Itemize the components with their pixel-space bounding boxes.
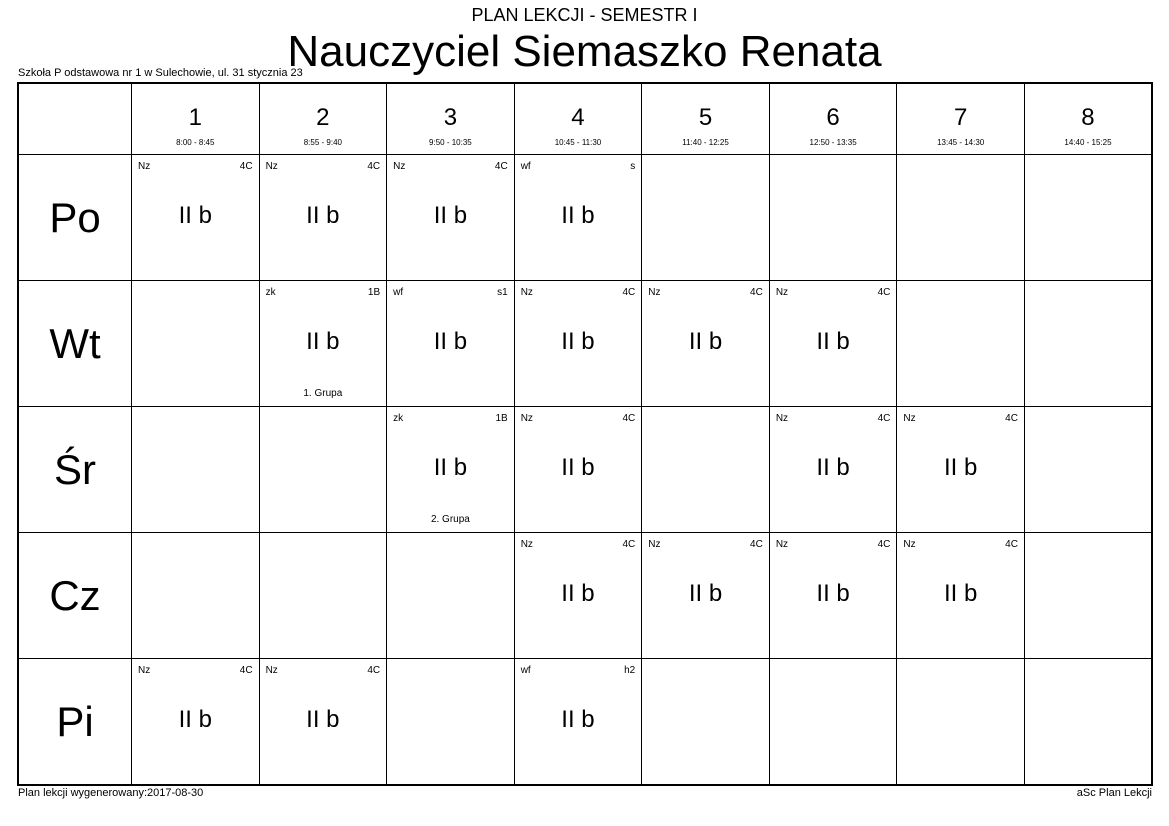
lesson-class: II b xyxy=(561,580,595,607)
day-row xyxy=(18,155,1152,281)
lesson-cell xyxy=(387,281,515,407)
lesson-cell xyxy=(514,659,642,786)
lesson-room: 4C xyxy=(622,287,636,298)
lesson-cell xyxy=(642,281,770,407)
lesson-cell xyxy=(514,155,642,281)
empty-cell xyxy=(897,659,1025,786)
empty-cell xyxy=(642,659,770,786)
lesson-class: II b xyxy=(306,202,340,229)
period-header-2 xyxy=(259,83,387,155)
day-label: Cz xyxy=(18,533,132,659)
software-brand: aSc Plan Lekcji xyxy=(1076,787,1152,799)
lesson-class: II b xyxy=(433,454,468,481)
lesson-cell xyxy=(897,407,1025,533)
day-row xyxy=(18,659,1152,786)
lesson-subject: wf xyxy=(520,665,531,676)
period-time: 13:45 - 14:30 xyxy=(937,138,985,147)
lesson-cell xyxy=(642,533,770,659)
lesson-class: II b xyxy=(178,202,212,229)
lesson-cell xyxy=(259,155,387,281)
document-title: Nauczyciel Siemaszko Renata xyxy=(287,27,882,76)
lesson-room: 4C xyxy=(622,539,636,550)
empty-cell xyxy=(769,659,897,786)
empty-cell xyxy=(132,281,260,407)
lesson-subject: Nz xyxy=(520,287,533,298)
lesson-subject: Nz xyxy=(775,539,789,550)
empty-cell xyxy=(1024,659,1152,786)
lesson-cell xyxy=(387,407,515,533)
period-time: 8:55 - 9:40 xyxy=(303,138,342,147)
generated-date: Plan lekcji wygenerowany:2017-08-30 xyxy=(18,787,204,799)
lesson-class: II b xyxy=(561,202,595,229)
lesson-room: 1B xyxy=(367,287,381,298)
lesson-room: 4C xyxy=(239,161,253,172)
lesson-class: II b xyxy=(688,580,723,607)
period-time: 10:45 - 11:30 xyxy=(554,138,602,147)
lesson-group: 2. Grupa xyxy=(430,514,470,525)
corner-cell xyxy=(18,83,132,155)
period-header-8 xyxy=(1024,83,1152,155)
period-header-row xyxy=(18,83,1152,155)
lesson-subject: Nz xyxy=(393,161,406,172)
lesson-subject: Nz xyxy=(138,665,151,676)
period-number: 1 xyxy=(188,104,202,131)
empty-cell xyxy=(642,407,770,533)
lesson-class: II b xyxy=(561,328,595,355)
period-time: 8:00 - 8:45 xyxy=(176,138,215,147)
lesson-class: II b xyxy=(943,454,978,481)
period-header-1 xyxy=(132,83,260,155)
lesson-subject: Nz xyxy=(648,287,661,298)
day-label: Wt xyxy=(18,281,132,407)
empty-cell xyxy=(387,533,515,659)
lesson-class: II b xyxy=(816,328,850,355)
lesson-room: 4C xyxy=(1005,539,1018,550)
lesson-subject: Nz xyxy=(648,539,661,550)
lesson-room: 4C xyxy=(367,161,381,172)
school-name: Szkoła P odstawowa nr 1 w Sulechowie, ul. 31 stycznia 23 xyxy=(18,67,303,79)
lesson-room: 4C xyxy=(750,287,763,298)
empty-cell xyxy=(642,155,770,281)
lesson-cell xyxy=(769,281,897,407)
period-time: 12:50 - 13:35 xyxy=(809,138,857,147)
period-header-4 xyxy=(514,83,642,155)
lesson-class: II b xyxy=(816,454,850,481)
lesson-subject: Nz xyxy=(903,539,916,550)
lesson-room: 4C xyxy=(877,287,891,298)
period-time: 9:50 - 10:35 xyxy=(429,138,472,147)
lesson-class: II b xyxy=(561,706,595,733)
empty-cell xyxy=(897,155,1025,281)
lesson-subject: Nz xyxy=(520,413,533,424)
period-number: 2 xyxy=(316,104,330,131)
lesson-class: II b xyxy=(688,328,723,355)
period-number: 7 xyxy=(953,104,968,131)
lesson-subject: zk xyxy=(393,413,404,424)
document-supertitle: PLAN LEKCJI - SEMESTR I xyxy=(471,5,698,25)
lesson-subject: wf xyxy=(520,161,531,172)
lesson-room: 4C xyxy=(622,413,636,424)
lesson-room: s1 xyxy=(497,287,508,298)
lesson-room: h2 xyxy=(624,665,636,676)
empty-cell xyxy=(387,659,515,786)
day-row xyxy=(18,281,1152,407)
empty-cell xyxy=(1024,407,1152,533)
period-header-7 xyxy=(897,83,1025,155)
day-label: Po xyxy=(18,155,132,281)
lesson-class: II b xyxy=(816,580,850,607)
lesson-subject: Nz xyxy=(138,161,151,172)
lesson-cell xyxy=(259,659,387,786)
lesson-class: II b xyxy=(433,328,468,355)
period-number: 3 xyxy=(443,104,458,131)
period-header-3 xyxy=(387,83,515,155)
lesson-class: II b xyxy=(943,580,978,607)
lesson-subject: wf xyxy=(393,287,404,298)
lesson-subject: Nz xyxy=(775,287,789,298)
empty-cell xyxy=(132,533,260,659)
lesson-subject: Nz xyxy=(775,413,789,424)
lesson-room: 4C xyxy=(877,413,891,424)
lesson-cell xyxy=(259,281,387,407)
day-label: Pi xyxy=(18,659,132,786)
lesson-cell xyxy=(769,407,897,533)
lesson-subject: Nz xyxy=(520,539,533,550)
period-number: 6 xyxy=(826,104,840,131)
lesson-room: 4C xyxy=(877,539,891,550)
day-row xyxy=(18,533,1152,659)
period-time: 14:40 - 15:25 xyxy=(1064,138,1112,147)
lesson-room: 1B xyxy=(495,413,508,424)
empty-cell xyxy=(1024,155,1152,281)
empty-cell xyxy=(1024,281,1152,407)
lesson-room: 4C xyxy=(239,665,253,676)
period-number: 4 xyxy=(571,104,585,131)
empty-cell xyxy=(897,281,1025,407)
lesson-subject: Nz xyxy=(903,413,916,424)
empty-cell xyxy=(259,533,387,659)
lesson-cell xyxy=(132,659,260,786)
lesson-subject: Nz xyxy=(265,161,278,172)
lesson-room: 4C xyxy=(1005,413,1018,424)
lesson-class: II b xyxy=(306,706,340,733)
lesson-room: 4C xyxy=(750,539,763,550)
timetable-grid xyxy=(17,82,1153,786)
lesson-cell xyxy=(514,281,642,407)
day-label: Śr xyxy=(18,407,132,533)
lesson-cell xyxy=(387,155,515,281)
empty-cell xyxy=(132,407,260,533)
lesson-subject: zk xyxy=(265,287,276,298)
lesson-room: 4C xyxy=(367,665,381,676)
empty-cell xyxy=(259,407,387,533)
lesson-cell xyxy=(132,155,260,281)
lesson-class: II b xyxy=(561,454,595,481)
empty-cell xyxy=(1024,533,1152,659)
day-row xyxy=(18,407,1152,533)
lesson-cell xyxy=(514,533,642,659)
lesson-cell xyxy=(897,533,1025,659)
lesson-room: s xyxy=(630,161,636,172)
empty-cell xyxy=(769,155,897,281)
lesson-cell xyxy=(514,407,642,533)
lesson-subject: Nz xyxy=(265,665,278,676)
period-header-5 xyxy=(642,83,770,155)
period-number: 5 xyxy=(698,104,713,131)
period-header-6 xyxy=(769,83,897,155)
lesson-class: II b xyxy=(433,202,468,229)
lesson-class: II b xyxy=(178,706,212,733)
lesson-class: II b xyxy=(306,328,340,355)
lesson-cell xyxy=(769,533,897,659)
lesson-room: 4C xyxy=(494,161,508,172)
period-time: 11:40 - 12:25 xyxy=(682,138,729,147)
period-number: 8 xyxy=(1081,104,1095,131)
lesson-group: 1. Grupa xyxy=(303,388,343,399)
